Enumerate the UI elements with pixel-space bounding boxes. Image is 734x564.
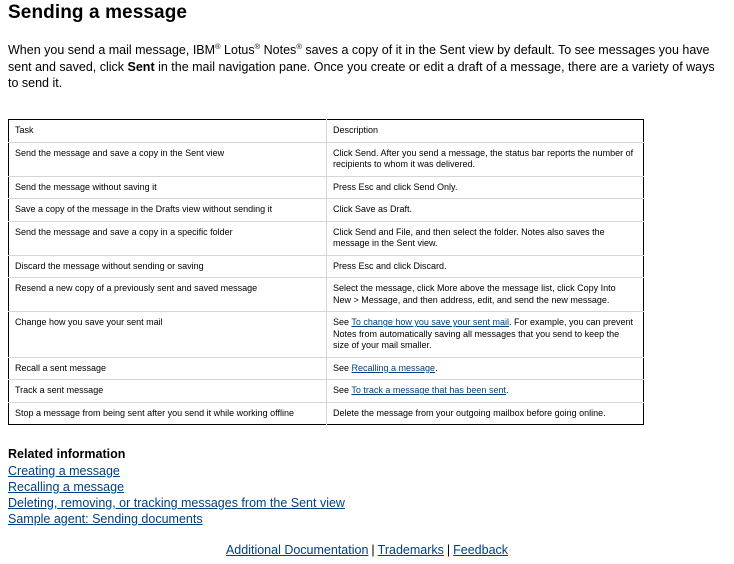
task-cell: Change how you save your sent mail bbox=[9, 312, 327, 358]
intro-sent-bold: Sent bbox=[127, 59, 155, 74]
description-cell: Click Send and File, and then select the folder. Notes also saves the message in the Sent view. bbox=[327, 221, 644, 255]
related-link-deleting-messages[interactable]: Deleting, removing, or tracking messages from the Sent view bbox=[8, 496, 345, 510]
table-row bbox=[9, 312, 644, 358]
description-cell: Press Esc and click Discard. bbox=[327, 255, 644, 278]
registered-mark: ® bbox=[296, 42, 302, 51]
desc-prefix: See bbox=[333, 362, 352, 373]
intro-text-3: Notes bbox=[260, 43, 297, 57]
task-cell: Recall a sent message bbox=[9, 357, 327, 380]
page-title: Sending a message bbox=[8, 2, 188, 23]
description-cell: Press Esc and click Send Only. bbox=[327, 176, 644, 199]
related-heading: Related information bbox=[8, 447, 126, 461]
task-cell: Stop a message from being sent after you send it while working offline bbox=[9, 402, 327, 425]
task-cell: Send the message and save a copy in the Sent view bbox=[9, 142, 327, 176]
footer-separator: | bbox=[371, 543, 375, 557]
footer bbox=[0, 543, 734, 557]
table-row bbox=[9, 380, 644, 403]
footer-link-trademarks[interactable]: Trademarks bbox=[377, 543, 444, 557]
task-cell: Track a sent message bbox=[9, 380, 327, 403]
link-change-save-sent-mail[interactable]: To change how you save your sent mail bbox=[351, 317, 509, 327]
table-row bbox=[9, 199, 644, 222]
table-row bbox=[9, 278, 644, 312]
registered-mark: ® bbox=[254, 42, 261, 51]
table-header-row bbox=[9, 120, 644, 143]
table-row bbox=[9, 142, 644, 176]
description-cell bbox=[327, 357, 644, 380]
link-recalling-message[interactable]: Recalling a message bbox=[351, 362, 436, 373]
intro-text-2: Lotus bbox=[220, 43, 255, 57]
intro-paragraph bbox=[8, 42, 728, 92]
task-cell: Save a copy of the message in the Drafts view without sending it bbox=[9, 199, 327, 222]
link-track-message[interactable]: To track a message that has been sent bbox=[351, 385, 506, 395]
related-link-creating-message[interactable]: Creating a message bbox=[8, 464, 120, 478]
related-link-recalling-message[interactable]: Recalling a message bbox=[8, 480, 125, 494]
table-row bbox=[9, 221, 644, 255]
related-information bbox=[8, 447, 345, 527]
footer-separator: | bbox=[446, 543, 451, 557]
intro-text-5: in the mail navigation pane. Once you create or edit a draft of a message, there are a variety of ways to send it. bbox=[8, 59, 715, 90]
footer-link-feedback[interactable]: Feedback bbox=[453, 543, 509, 557]
description-cell: Delete the message from your outgoing mailbox before going online. bbox=[327, 402, 644, 425]
header-description: Description bbox=[327, 120, 644, 143]
table-row bbox=[9, 357, 644, 380]
description-cell: Click Save as Draft. bbox=[327, 199, 644, 222]
task-cell: Send the message and save a copy in a specific folder bbox=[9, 221, 327, 255]
related-link-sample-agent[interactable]: Sample agent: Sending documents bbox=[8, 512, 203, 526]
intro-text-4: saves a copy of it in the Sent view by default. To see messages you have sent and saved, click bbox=[8, 43, 710, 74]
task-cell: Send the message without saving it bbox=[9, 176, 327, 199]
desc-suffix: . bbox=[435, 362, 438, 373]
table-row bbox=[9, 255, 644, 278]
table-row bbox=[9, 402, 644, 425]
description-cell bbox=[327, 380, 644, 403]
description-cell: Select the message, click More above the message list, click Copy Into New > Message, and then address, edit, and send the new message. bbox=[327, 278, 644, 312]
desc-suffix: . bbox=[505, 385, 509, 395]
task-cell: Discard the message without sending or saving bbox=[9, 255, 327, 278]
table-row bbox=[9, 176, 644, 199]
task-cell: Resend a new copy of a previously sent and saved message bbox=[9, 278, 327, 312]
header-task: Task bbox=[9, 120, 327, 143]
description-cell: Click Send. After you send a message, the status bar reports the number of recipients to whom it was delivered. bbox=[327, 142, 644, 176]
send-options-table bbox=[8, 119, 644, 425]
registered-mark: ® bbox=[215, 42, 221, 51]
desc-prefix: See bbox=[333, 385, 352, 395]
desc-prefix: See bbox=[333, 317, 352, 327]
description-cell bbox=[327, 312, 644, 358]
footer-link-additional-documentation[interactable]: Additional Documentation bbox=[225, 543, 369, 557]
intro-text-1: When you send a mail message, IBM bbox=[8, 43, 216, 57]
desc-suffix: . For example, you can prevent Notes from automatically saving all messages that you send to keep the size of your mail smaller. bbox=[333, 317, 634, 350]
